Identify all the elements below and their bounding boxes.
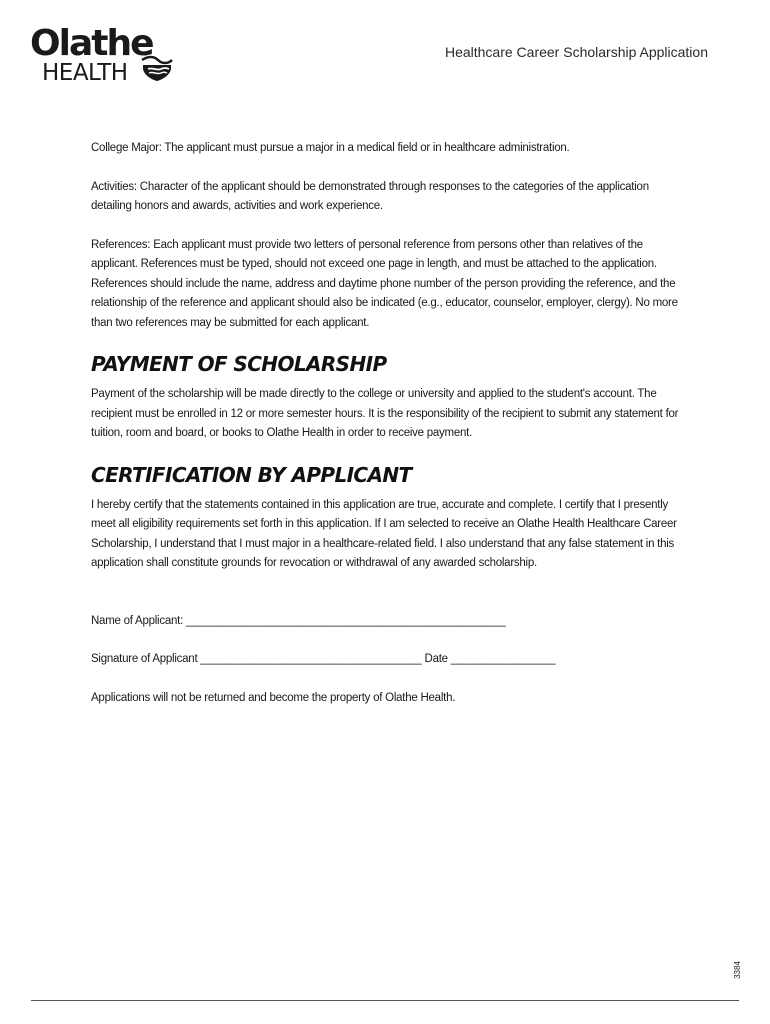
payment-heading: PAYMENT OF SCHOLARSHIP: [91, 352, 387, 376]
logo-wordmark-health: HEALTH: [42, 60, 128, 86]
document-body: [91, 139, 681, 708]
form-code: 3384: [733, 961, 742, 979]
applicant-name-field: Name of Applicant: ____________________________________________________: [91, 614, 506, 627]
footer-divider: [31, 1000, 739, 1001]
payment-paragraph: Payment of the scholarship will be made directly to the college or university and applied to the student's account. The recipient must be enrolled in 12 or more semester hours. It is the responsibility of the recipient to submit any statement for tuition, room and board, or books to Olathe Health in order to receive payment.: [91, 388, 679, 439]
olathe-health-logo: [30, 24, 180, 90]
return-notice: Applications will not be returned and become the property of Olathe Health.: [91, 691, 456, 704]
activities-paragraph: Activities: Character of the applicant should be demonstrated through responses to the categories of the application detailing honors and awards, activities and work experience.: [91, 180, 649, 212]
document-title: Healthcare Career Scholarship Application: [444, 44, 708, 60]
references-paragraph: References: Each applicant must provide two letters of personal reference from persons other than relatives of the applicant. References must be typed, should not exceed one page in length, and must be attached to the application. References should include the name, address and daytime phone number of the person providing the reference, and the relationship of the reference and applicant should also be indicated (e.g., educator, counselor, employer, clergy). No more than two references may be submitted for each applicant.: [91, 238, 678, 329]
shield-swoosh-icon: [140, 54, 174, 82]
logo-wordmark-olathe: Olathe: [30, 23, 153, 64]
college-major-paragraph: College Major: The applicant must pursue a major in a medical field or in healthcare administration.: [91, 142, 570, 154]
certification-heading: CERTIFICATION BY APPLICANT: [91, 462, 412, 487]
certification-paragraph: I hereby certify that the statements contained in this application are true, accurate and complete. I certify that I presently meet all eligibility requirements set forth in this application. If I am selected to receive an Olathe Health Healthcare Career Scholarship, I understand that I must major in a healthcare-related field. I also understand that any false statement in this application shall constitute grounds for revocation or withdrawal of any awarded scholarship.: [91, 498, 677, 569]
applicant-signature-field: Signature of Applicant ____________________________________ Date _________________: [91, 653, 556, 665]
